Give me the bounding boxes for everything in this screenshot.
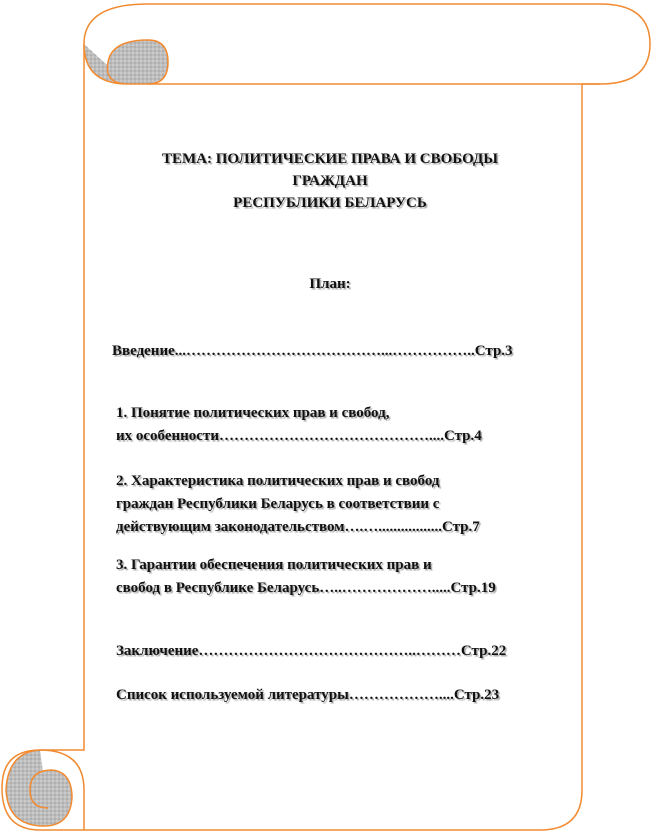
toc-entry-1 bbox=[116, 402, 482, 448]
toc-entry-3 bbox=[116, 554, 496, 600]
toc-entry-1-line-1: 1. Понятие политических прав и свобод, bbox=[116, 405, 390, 421]
toc-entry-3-line-1: 3. Гарантии обеспечения политических прав и bbox=[116, 557, 432, 573]
plan-heading: План: bbox=[309, 276, 351, 292]
page-title bbox=[80, 148, 580, 214]
toc-entry-1-line-2: их особенности……………………………………....Стр.4 bbox=[116, 428, 482, 444]
toc-entry-3-line-2: свобод в Республике Беларусь…..……………….....Стр.19 bbox=[116, 580, 496, 596]
toc-entry-conclusion: Заключение……………………………………..………Стр.22 bbox=[116, 643, 507, 659]
title-line-2: ГРАЖДАН bbox=[292, 173, 368, 189]
toc-entry-2-line-3: действующим законодательством….….................Стр.7 bbox=[116, 519, 480, 535]
toc-entry-intro: Введение...…………………………………...……………..Стр.3 bbox=[112, 343, 513, 359]
toc-entry-2-line-2: граждан Республики Беларусь в соответствии с bbox=[116, 496, 440, 512]
toc-entry-references: Список используемой литературы………………....Стр.23 bbox=[116, 687, 500, 703]
toc-entry-2 bbox=[116, 470, 480, 539]
title-line-3: РЕСПУБЛИКИ БЕЛАРУСЬ bbox=[233, 195, 427, 211]
title-line-1: ТЕМА: ПОЛИТИЧЕСКИЕ ПРАВА И СВОБОДЫ bbox=[161, 151, 499, 167]
toc-entry-2-line-1: 2. Характеристика политических прав и свобод bbox=[116, 473, 440, 489]
